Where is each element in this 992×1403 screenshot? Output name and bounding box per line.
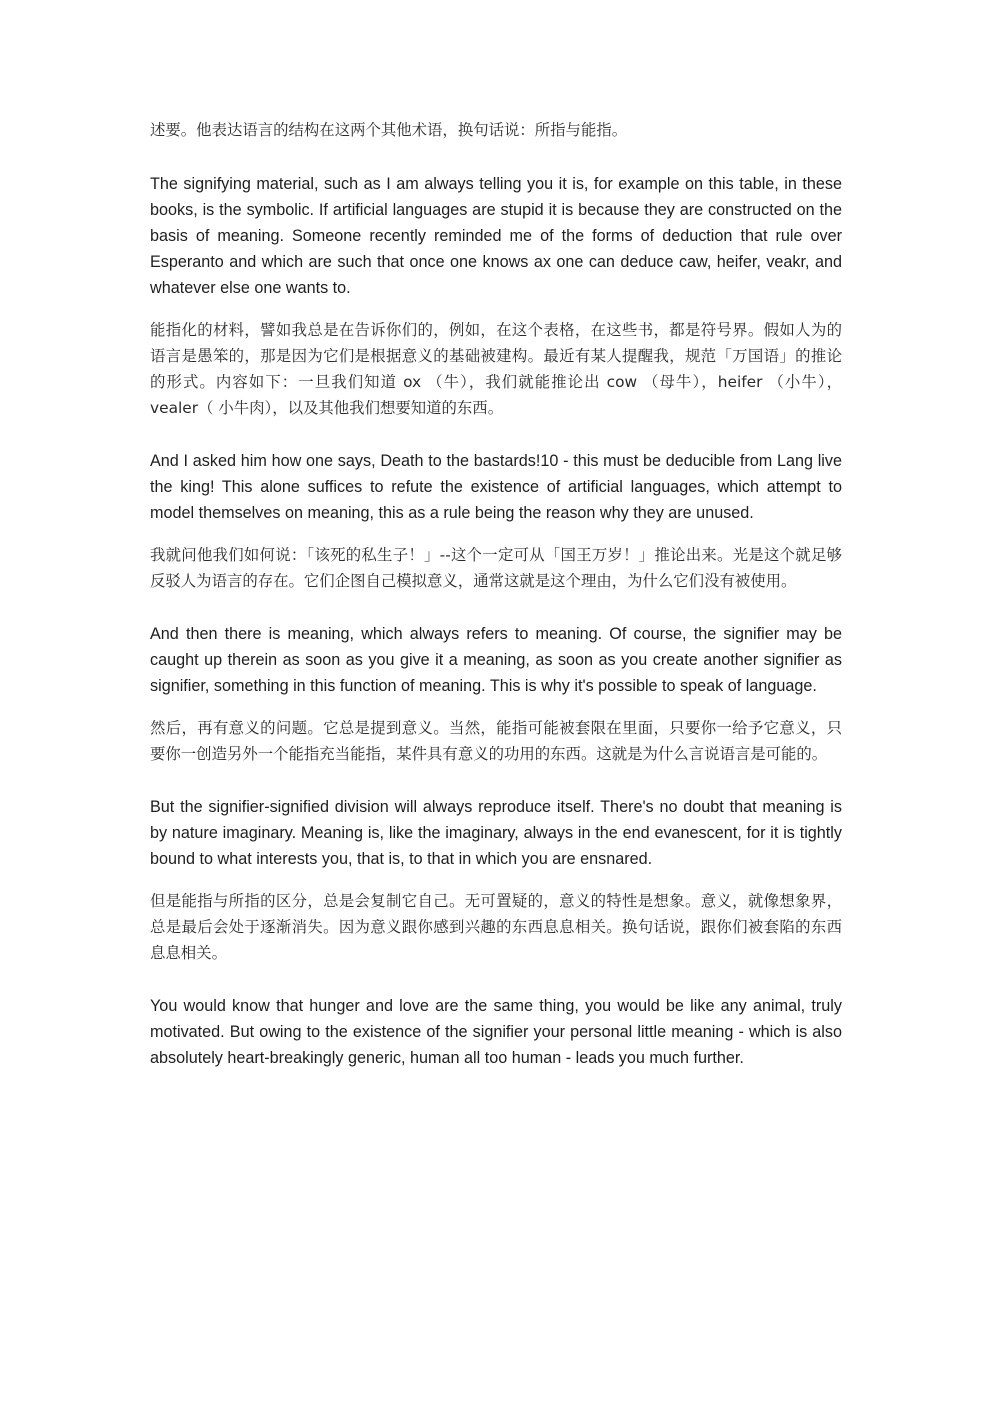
paragraph-en-bastards: And I asked him how one says, Death to the bastards!10 - this must be deducible from Lang live the king! This alone suffices to refute the existence of artificial languages, which attempt to model themselves on meaning, this as a rule being the reason why they are unused. — [150, 452, 842, 522]
paragraph-zh-bastards: 我就问他我们如何说：「该死的私生子！」--这个一定可从「国王万岁！」推论出来。光是这个就足够反驳人为语言的存在。它们企图自己模拟意义，通常这就是这个理由，为什么它们没有被使用。 — [150, 546, 842, 590]
paragraph-en-meaning: And then there is meaning, which always refers to meaning. Of course, the signifier may be caught up therein as soon as you give it a meaning, as soon as you create another signifier as signifier, something in this function of meaning. This is why it's possible to speak of language. — [150, 625, 842, 695]
paragraph-zh-signifying-material: 能指化的材料，譬如我总是在告诉你们的，例如，在这个表格，在这些书，都是符号界。假如人为的语言是愚笨的，那是因为它们是根据意义的基础被建构。最近有某人提醒我，规范「万国语」的推论的形式。内容如下：一旦我们知道 ox （牛），我们就能推论出 cow （母牛），heifer （小牛），vealer（ 小牛肉），以及其他我们想要知道的东西。 — [150, 321, 842, 417]
paragraph-zh-intro: 述要。他表达语言的结构在这两个其他术语，换句话说：所指与能指。 — [150, 121, 628, 139]
paragraph-zh-meaning: 然后，再有意义的问题。它总是提到意义。当然，能指可能被套限在里面，只要你一给予它意义，只要你一创造另外一个能指充当能指，某件具有意义的功用的东西。这就是为什么言说语言是可能的。 — [150, 719, 842, 763]
paragraph-zh-division: 但是能指与所指的区分，总是会复制它自己。无可置疑的，意义的特性是想象。意义，就像想象界，总是最后会处于逐渐消失。因为意义跟你感到兴趣的东西息息相关。换句话说，跟你们被套陷的东西息息相关。 — [150, 892, 842, 962]
paragraph-en-division: But the signifier-signified division will always reproduce itself. There's no doubt that meaning is by nature imaginary. Meaning is, like the imaginary, always in the end evanescent, for it is tightly bound to what interests you, that is, to that in which you are ensnared. — [150, 798, 842, 868]
document-page — [150, 117, 842, 1087]
paragraph-en-signifying-material: The signifying material, such as I am always telling you it is, for example on this table, in these books, is the symbolic. If artificial languages are stupid it is because they are constructed on the basis of meaning. Someone recently reminded me of the forms of deduction that rule over Esperanto and which are such that once one knows ax one can deduce caw, heifer, veakr, and whatever else one wants to. — [150, 175, 842, 297]
paragraph-en-hunger-love: You would know that hunger and love are the same thing, you would be like any animal, truly motivated. But owing to the existence of the signifier your personal little meaning - which is also absolutely heart-breakingly generic, human all too human - leads you much further. — [150, 997, 842, 1067]
